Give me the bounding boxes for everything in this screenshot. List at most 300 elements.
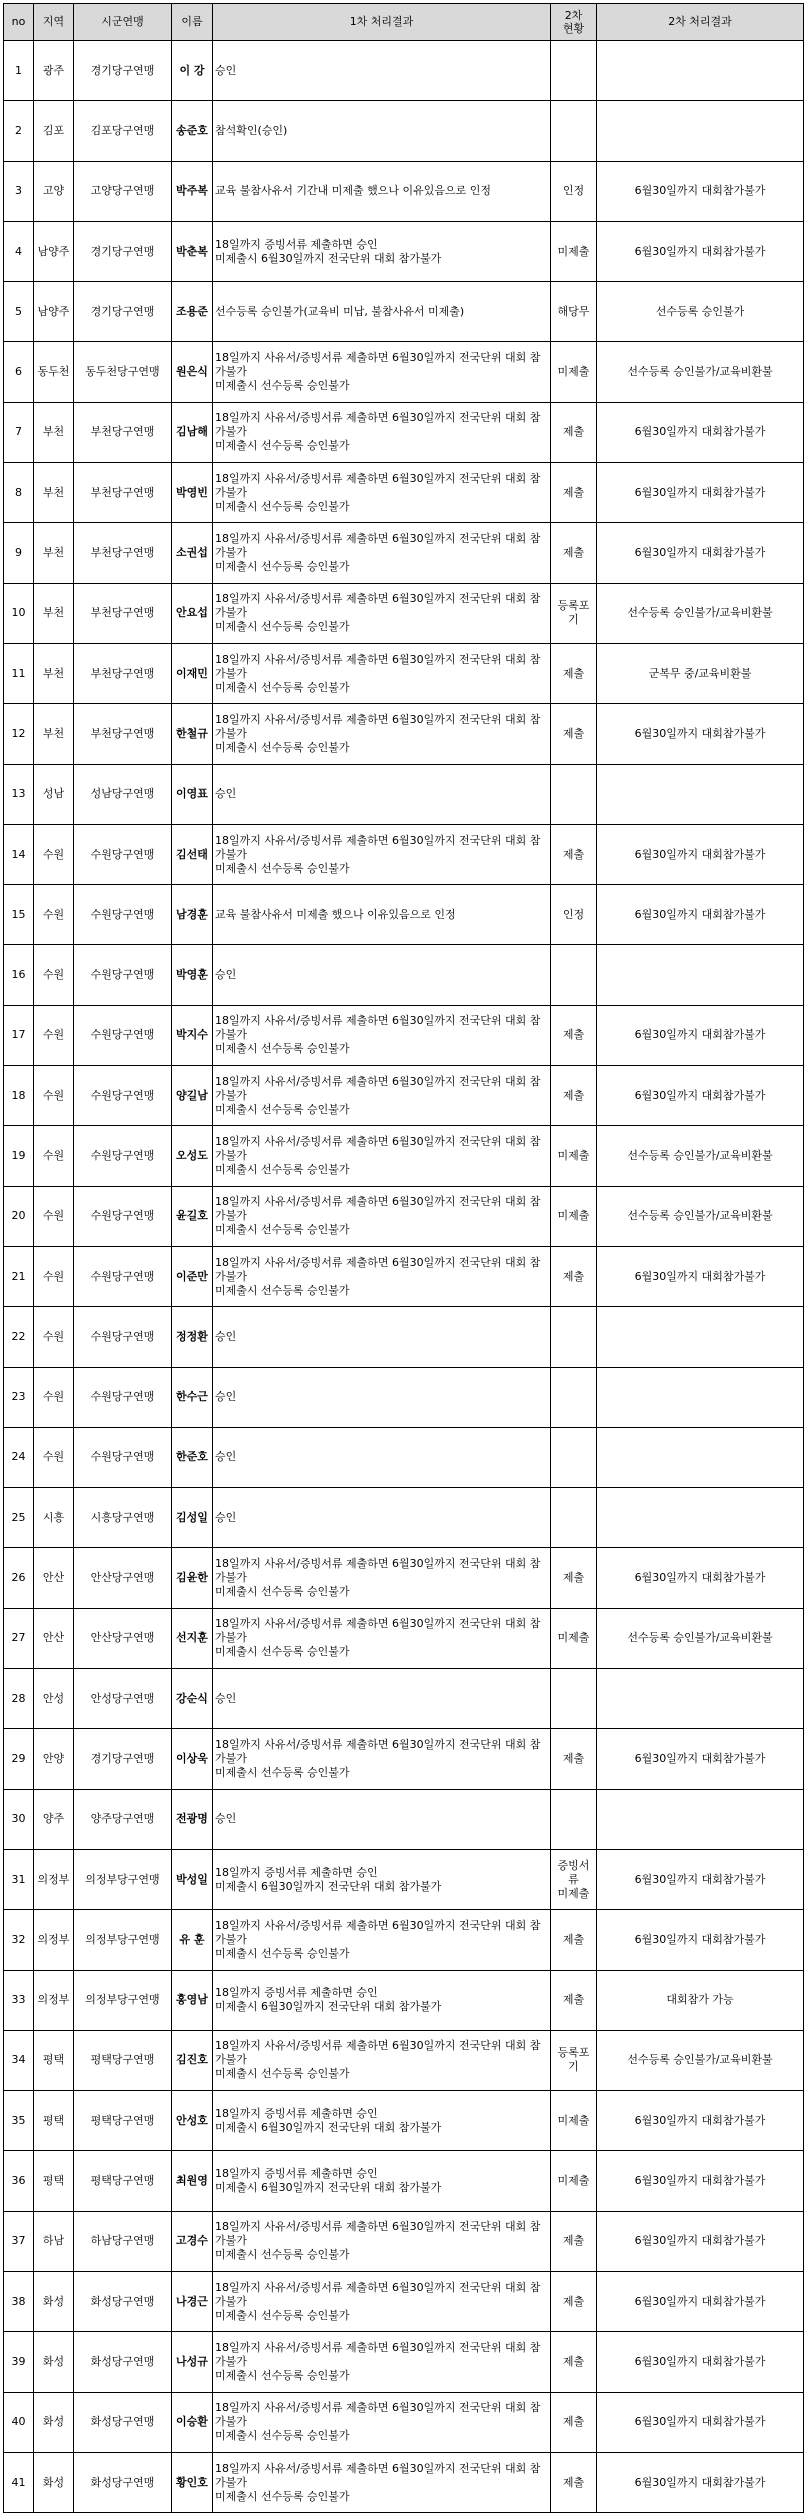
cell-no: 39 (4, 2332, 34, 2392)
table-row (4, 2392, 804, 2452)
cell-status2: 제출 (551, 2332, 597, 2392)
cell-name: 한준호 (172, 1427, 213, 1487)
cell-league: 시흥당구연맹 (74, 1488, 172, 1548)
cell-no: 34 (4, 2030, 34, 2090)
cell-result2 (597, 1488, 804, 1548)
cell-name: 박지수 (172, 1005, 213, 1065)
cell-name: 선지훈 (172, 1608, 213, 1668)
cell-region: 수원 (34, 1367, 74, 1427)
cell-status2: 제출 (551, 2211, 597, 2271)
table-row (4, 945, 804, 1005)
cell-no: 14 (4, 824, 34, 884)
cell-league: 평택당구연맹 (74, 2030, 172, 2090)
cell-region: 안양 (34, 1729, 74, 1789)
table-row (4, 1126, 804, 1186)
cell-result2: 6월30일까지 대회참가불가 (597, 2271, 804, 2331)
cell-league: 부천당구연맹 (74, 523, 172, 583)
cell-result2 (597, 41, 804, 101)
cell-region: 수원 (34, 1427, 74, 1487)
cell-name: 이승환 (172, 2392, 213, 2452)
cell-name: 나경근 (172, 2271, 213, 2331)
cell-status2: 미제출 (551, 1126, 597, 1186)
cell-result1: 교육 불참사유서 기간내 미제출 했으나 이유있음으로 인정 (213, 161, 551, 221)
cell-region: 성남 (34, 764, 74, 824)
cell-name: 이준만 (172, 1246, 213, 1306)
cell-result2: 6월30일까지 대회참가불가 (597, 2091, 804, 2151)
cell-region: 수원 (34, 1126, 74, 1186)
cell-status2: 제출 (551, 402, 597, 462)
cell-name: 강순식 (172, 1669, 213, 1729)
cell-result2 (597, 945, 804, 1005)
cell-result1: 승인 (213, 1789, 551, 1849)
cell-league: 의정부당구연맹 (74, 1849, 172, 1909)
cell-region: 안산 (34, 1548, 74, 1608)
table-row (4, 1488, 804, 1548)
cell-region: 김포 (34, 101, 74, 161)
cell-status2 (551, 1367, 597, 1427)
cell-league: 수원당구연맹 (74, 1186, 172, 1246)
cell-result1: 18일까지 사유서/증빙서류 제출하면 6월30일까지 전국단위 대회 참가불가 미제출시 선수등록 승인불가 (213, 2452, 551, 2512)
cell-result2 (597, 1307, 804, 1367)
cell-result2: 6월30일까지 대회참가불가 (597, 2452, 804, 2512)
cell-result1: 18일까지 사유서/증빙서류 제출하면 6월30일까지 전국단위 대회 참가불가 미제출시 선수등록 승인불가 (213, 2392, 551, 2452)
cell-no: 2 (4, 101, 34, 161)
cell-status2: 제출 (551, 2452, 597, 2512)
cell-result2: 6월30일까지 대회참가불가 (597, 704, 804, 764)
cell-region: 안성 (34, 1669, 74, 1729)
cell-no: 17 (4, 1005, 34, 1065)
cell-result2: 6월30일까지 대회참가불가 (597, 161, 804, 221)
cell-status2 (551, 1789, 597, 1849)
cell-status2: 미제출 (551, 2151, 597, 2211)
cell-league: 수원당구연맹 (74, 1126, 172, 1186)
cell-name: 한수근 (172, 1367, 213, 1427)
cell-result2 (597, 1367, 804, 1427)
table-row (4, 1970, 804, 2030)
cell-region: 화성 (34, 2452, 74, 2512)
cell-result1: 18일까지 증빙서류 제출하면 승인 미제출시 6월30일까지 전국단위 대회 참가불가 (213, 2151, 551, 2211)
cell-result2 (597, 1427, 804, 1487)
cell-region: 수원 (34, 1066, 74, 1126)
table-row (4, 1427, 804, 1487)
cell-result1: 18일까지 증빙서류 제출하면 승인 미제출시 6월30일까지 전국단위 대회 참가불가 (213, 1849, 551, 1909)
cell-no: 16 (4, 945, 34, 1005)
table-row (4, 1548, 804, 1608)
cell-league: 의정부당구연맹 (74, 1910, 172, 1970)
cell-name: 김성일 (172, 1488, 213, 1548)
table-row (4, 1910, 804, 1970)
cell-status2 (551, 764, 597, 824)
cell-league: 고양당구연맹 (74, 161, 172, 221)
table-row (4, 1307, 804, 1367)
table-row (4, 2271, 804, 2331)
cell-result1: 참석확인(승인) (213, 101, 551, 161)
cell-result2: 6월30일까지 대회참가불가 (597, 1066, 804, 1126)
table-row (4, 824, 804, 884)
cell-result2: 6월30일까지 대회참가불가 (597, 221, 804, 281)
cell-status2: 제출 (551, 1910, 597, 1970)
cell-no: 5 (4, 282, 34, 342)
cell-name: 남경훈 (172, 885, 213, 945)
cell-status2: 제출 (551, 824, 597, 884)
header-result2: 2차 처리결과 (597, 4, 804, 41)
cell-league: 양주당구연맹 (74, 1789, 172, 1849)
cell-status2: 제출 (551, 1246, 597, 1306)
table-row (4, 764, 804, 824)
cell-result1: 18일까지 증빙서류 제출하면 승인 미제출시 6월30일까지 전국단위 대회 참가불가 (213, 1970, 551, 2030)
cell-status2: 제출 (551, 523, 597, 583)
cell-region: 광주 (34, 41, 74, 101)
cell-result2 (597, 764, 804, 824)
cell-no: 25 (4, 1488, 34, 1548)
cell-result1: 18일까지 사유서/증빙서류 제출하면 6월30일까지 전국단위 대회 참가불가 미제출시 선수등록 승인불가 (213, 824, 551, 884)
cell-league: 수원당구연맹 (74, 1307, 172, 1367)
cell-region: 화성 (34, 2332, 74, 2392)
cell-no: 35 (4, 2091, 34, 2151)
cell-region: 의정부 (34, 1970, 74, 2030)
cell-name: 고경수 (172, 2211, 213, 2271)
cell-status2: 제출 (551, 1548, 597, 1608)
cell-result2: 6월30일까지 대회참가불가 (597, 1548, 804, 1608)
cell-result1: 승인 (213, 1307, 551, 1367)
cell-league: 부천당구연맹 (74, 463, 172, 523)
cell-no: 37 (4, 2211, 34, 2271)
cell-result2: 선수등록 승인불가/교육비환불 (597, 342, 804, 402)
table-row (4, 342, 804, 402)
table-row (4, 221, 804, 281)
cell-result2: 6월30일까지 대회참가불가 (597, 2332, 804, 2392)
cell-region: 평택 (34, 2091, 74, 2151)
table-row (4, 1066, 804, 1126)
cell-name: 안성호 (172, 2091, 213, 2151)
cell-no: 31 (4, 1849, 34, 1909)
cell-name: 원은식 (172, 342, 213, 402)
cell-result2: 대회참가 가능 (597, 1970, 804, 2030)
cell-result2 (597, 101, 804, 161)
cell-region: 화성 (34, 2271, 74, 2331)
cell-no: 1 (4, 41, 34, 101)
table-row (4, 2091, 804, 2151)
table-row (4, 643, 804, 703)
cell-status2: 미제출 (551, 342, 597, 402)
cell-region: 부천 (34, 463, 74, 523)
cell-region: 의정부 (34, 1849, 74, 1909)
cell-league: 화성당구연맹 (74, 2271, 172, 2331)
cell-result2: 6월30일까지 대회참가불가 (597, 2392, 804, 2452)
cell-result1: 승인 (213, 1488, 551, 1548)
cell-status2 (551, 1669, 597, 1729)
cell-name: 나성규 (172, 2332, 213, 2392)
cell-no: 30 (4, 1789, 34, 1849)
cell-name: 오성도 (172, 1126, 213, 1186)
cell-result2: 6월30일까지 대회참가불가 (597, 824, 804, 884)
cell-result2: 6월30일까지 대회참가불가 (597, 2211, 804, 2271)
cell-league: 부천당구연맹 (74, 643, 172, 703)
cell-league: 부천당구연맹 (74, 402, 172, 462)
cell-league: 성남당구연맹 (74, 764, 172, 824)
cell-league: 수원당구연맹 (74, 885, 172, 945)
cell-region: 남양주 (34, 221, 74, 281)
cell-league: 수원당구연맹 (74, 1005, 172, 1065)
cell-no: 15 (4, 885, 34, 945)
table-row (4, 2452, 804, 2512)
cell-no: 29 (4, 1729, 34, 1789)
cell-result2: 6월30일까지 대회참가불가 (597, 885, 804, 945)
cell-status2: 제출 (551, 1970, 597, 2030)
cell-result2: 6월30일까지 대회참가불가 (597, 1005, 804, 1065)
cell-result1: 18일까지 사유서/증빙서류 제출하면 6월30일까지 전국단위 대회 참가불가 미제출시 선수등록 승인불가 (213, 1608, 551, 1668)
cell-name: 이상욱 (172, 1729, 213, 1789)
table-row (4, 161, 804, 221)
cell-name: 이영표 (172, 764, 213, 824)
cell-region: 평택 (34, 2030, 74, 2090)
cell-no: 19 (4, 1126, 34, 1186)
cell-region: 고양 (34, 161, 74, 221)
cell-status2: 제출 (551, 643, 597, 703)
cell-region: 부천 (34, 523, 74, 583)
cell-result1: 18일까지 사유서/증빙서류 제출하면 6월30일까지 전국단위 대회 참가불가 미제출시 선수등록 승인불가 (213, 2271, 551, 2331)
table-body (4, 41, 804, 2513)
cell-result2: 6월30일까지 대회참가불가 (597, 1246, 804, 1306)
cell-region: 화성 (34, 2392, 74, 2452)
cell-status2 (551, 1307, 597, 1367)
cell-league: 수원당구연맹 (74, 1427, 172, 1487)
cell-result2: 6월30일까지 대회참가불가 (597, 1910, 804, 1970)
cell-league: 경기당구연맹 (74, 282, 172, 342)
table-row (4, 583, 804, 643)
cell-no: 3 (4, 161, 34, 221)
cell-result1: 18일까지 사유서/증빙서류 제출하면 6월30일까지 전국단위 대회 참가불가 미제출시 선수등록 승인불가 (213, 463, 551, 523)
results-table (3, 3, 804, 2513)
cell-status2 (551, 41, 597, 101)
cell-name: 황인호 (172, 2452, 213, 2512)
table-row (4, 1849, 804, 1909)
cell-result2: 6월30일까지 대회참가불가 (597, 463, 804, 523)
cell-name: 박춘복 (172, 221, 213, 281)
cell-result1: 18일까지 사유서/증빙서류 제출하면 6월30일까지 전국단위 대회 참가불가 미제출시 선수등록 승인불가 (213, 1729, 551, 1789)
cell-no: 6 (4, 342, 34, 402)
cell-result1: 승인 (213, 1669, 551, 1729)
cell-region: 수원 (34, 1246, 74, 1306)
cell-status2 (551, 101, 597, 161)
cell-no: 12 (4, 704, 34, 764)
cell-no: 9 (4, 523, 34, 583)
cell-league: 안성당구연맹 (74, 1669, 172, 1729)
cell-no: 8 (4, 463, 34, 523)
cell-result1: 승인 (213, 1427, 551, 1487)
cell-league: 경기당구연맹 (74, 41, 172, 101)
cell-no: 24 (4, 1427, 34, 1487)
cell-region: 안산 (34, 1608, 74, 1668)
cell-region: 부천 (34, 643, 74, 703)
table-row (4, 282, 804, 342)
cell-status2: 미제출 (551, 1608, 597, 1668)
cell-no: 40 (4, 2392, 34, 2452)
cell-name: 전광명 (172, 1789, 213, 1849)
table-row (4, 2332, 804, 2392)
cell-status2: 제출 (551, 2392, 597, 2452)
cell-status2: 미제출 (551, 1186, 597, 1246)
cell-name: 안요섭 (172, 583, 213, 643)
cell-result1: 선수등록 승인불가(교육비 미납, 불참사유서 미제출) (213, 282, 551, 342)
results-sheet (3, 3, 803, 2513)
table-row (4, 1186, 804, 1246)
cell-region: 양주 (34, 1789, 74, 1849)
table-row (4, 2211, 804, 2271)
cell-name: 홍영남 (172, 1970, 213, 2030)
cell-league: 경기당구연맹 (74, 221, 172, 281)
header-status2: 2차 현황 (551, 4, 597, 41)
cell-status2: 증빙서류 미제출 (551, 1849, 597, 1909)
cell-no: 27 (4, 1608, 34, 1668)
cell-status2: 제출 (551, 2271, 597, 2331)
table-row (4, 1669, 804, 1729)
table-row (4, 1246, 804, 1306)
cell-result1: 18일까지 사유서/증빙서류 제출하면 6월30일까지 전국단위 대회 참가불가 미제출시 선수등록 승인불가 (213, 643, 551, 703)
cell-status2 (551, 945, 597, 1005)
cell-status2: 인정 (551, 161, 597, 221)
cell-no: 4 (4, 221, 34, 281)
cell-league: 경기당구연맹 (74, 1729, 172, 1789)
cell-no: 33 (4, 1970, 34, 2030)
cell-name: 김선태 (172, 824, 213, 884)
cell-league: 수원당구연맹 (74, 824, 172, 884)
table-row (4, 704, 804, 764)
cell-status2: 등록포기 (551, 2030, 597, 2090)
cell-result1: 18일까지 사유서/증빙서류 제출하면 6월30일까지 전국단위 대회 참가불가 미제출시 선수등록 승인불가 (213, 402, 551, 462)
cell-league: 화성당구연맹 (74, 2392, 172, 2452)
cell-region: 부천 (34, 402, 74, 462)
cell-result2: 6월30일까지 대회참가불가 (597, 523, 804, 583)
cell-name: 이 강 (172, 41, 213, 101)
cell-status2: 미제출 (551, 221, 597, 281)
table-row (4, 41, 804, 101)
cell-region: 하남 (34, 2211, 74, 2271)
header-row (4, 4, 804, 41)
cell-result1: 18일까지 사유서/증빙서류 제출하면 6월30일까지 전국단위 대회 참가불가 미제출시 선수등록 승인불가 (213, 523, 551, 583)
cell-result2: 6월30일까지 대회참가불가 (597, 1729, 804, 1789)
cell-region: 평택 (34, 2151, 74, 2211)
cell-result1: 18일까지 사유서/증빙서류 제출하면 6월30일까지 전국단위 대회 참가불가 미제출시 선수등록 승인불가 (213, 1186, 551, 1246)
cell-result2: 선수등록 승인불가 (597, 282, 804, 342)
cell-status2 (551, 1427, 597, 1487)
cell-no: 7 (4, 402, 34, 462)
cell-result2: 선수등록 승인불가/교육비환불 (597, 1608, 804, 1668)
cell-result2 (597, 1789, 804, 1849)
cell-name: 한철규 (172, 704, 213, 764)
cell-region: 수원 (34, 1307, 74, 1367)
table-row (4, 885, 804, 945)
cell-league: 수원당구연맹 (74, 1066, 172, 1126)
cell-result1: 승인 (213, 764, 551, 824)
cell-name: 윤길호 (172, 1186, 213, 1246)
cell-name: 조용준 (172, 282, 213, 342)
cell-status2: 미제출 (551, 2091, 597, 2151)
cell-name: 양길남 (172, 1066, 213, 1126)
cell-league: 수원당구연맹 (74, 945, 172, 1005)
table-row (4, 523, 804, 583)
cell-no: 22 (4, 1307, 34, 1367)
cell-region: 남양주 (34, 282, 74, 342)
table-row (4, 1608, 804, 1668)
cell-name: 이재민 (172, 643, 213, 703)
cell-status2 (551, 1488, 597, 1548)
cell-status2: 제출 (551, 1005, 597, 1065)
cell-result1: 18일까지 사유서/증빙서류 제출하면 6월30일까지 전국단위 대회 참가불가 미제출시 선수등록 승인불가 (213, 1005, 551, 1065)
cell-no: 26 (4, 1548, 34, 1608)
cell-result1: 18일까지 사유서/증빙서류 제출하면 6월30일까지 전국단위 대회 참가불가 미제출시 선수등록 승인불가 (213, 2332, 551, 2392)
cell-status2: 제출 (551, 463, 597, 523)
cell-no: 11 (4, 643, 34, 703)
cell-no: 18 (4, 1066, 34, 1126)
cell-no: 10 (4, 583, 34, 643)
cell-region: 부천 (34, 583, 74, 643)
cell-name: 박성일 (172, 1849, 213, 1909)
cell-name: 박영빈 (172, 463, 213, 523)
cell-league: 안산당구연맹 (74, 1548, 172, 1608)
cell-result2 (597, 1669, 804, 1729)
cell-name: 김남해 (172, 402, 213, 462)
cell-league: 화성당구연맹 (74, 2332, 172, 2392)
header-result1: 1차 처리결과 (213, 4, 551, 41)
cell-result1: 18일까지 증빙서류 제출하면 승인 미제출시 6월30일까지 전국단위 대회 참가불가 (213, 2091, 551, 2151)
cell-league: 안산당구연맹 (74, 1608, 172, 1668)
cell-region: 부천 (34, 704, 74, 764)
cell-result1: 18일까지 사유서/증빙서류 제출하면 6월30일까지 전국단위 대회 참가불가 미제출시 선수등록 승인불가 (213, 2211, 551, 2271)
cell-region: 동두천 (34, 342, 74, 402)
cell-result1: 교육 불참사유서 미제출 했으나 이유있음으로 인정 (213, 885, 551, 945)
cell-league: 수원당구연맹 (74, 1246, 172, 1306)
table-row (4, 1367, 804, 1427)
cell-no: 28 (4, 1669, 34, 1729)
cell-no: 21 (4, 1246, 34, 1306)
cell-result1: 승인 (213, 1367, 551, 1427)
cell-result1: 18일까지 사유서/증빙서류 제출하면 6월30일까지 전국단위 대회 참가불가 미제출시 선수등록 승인불가 (213, 704, 551, 764)
cell-result1: 18일까지 증빙서류 제출하면 승인 미제출시 6월30일까지 전국단위 대회 참가불가 (213, 221, 551, 281)
cell-result2: 6월30일까지 대회참가불가 (597, 402, 804, 462)
cell-league: 부천당구연맹 (74, 583, 172, 643)
cell-result1: 18일까지 사유서/증빙서류 제출하면 6월30일까지 전국단위 대회 참가불가 미제출시 선수등록 승인불가 (213, 1066, 551, 1126)
cell-region: 수원 (34, 1186, 74, 1246)
cell-name: 유 훈 (172, 1910, 213, 1970)
cell-name: 박영훈 (172, 945, 213, 1005)
cell-result1: 승인 (213, 41, 551, 101)
cell-league: 하남당구연맹 (74, 2211, 172, 2271)
cell-status2: 제출 (551, 704, 597, 764)
cell-result2: 6월30일까지 대회참가불가 (597, 1849, 804, 1909)
cell-no: 38 (4, 2271, 34, 2331)
cell-result2: 6월30일까지 대회참가불가 (597, 2151, 804, 2211)
table-row (4, 1005, 804, 1065)
header-league: 시군연맹 (74, 4, 172, 41)
cell-name: 소권섭 (172, 523, 213, 583)
cell-result1: 18일까지 사유서/증빙서류 제출하면 6월30일까지 전국단위 대회 참가불가 미제출시 선수등록 승인불가 (213, 342, 551, 402)
table-row (4, 1729, 804, 1789)
cell-name: 박주복 (172, 161, 213, 221)
header-region: 지역 (34, 4, 74, 41)
cell-result2: 군복무 중/교육비환불 (597, 643, 804, 703)
cell-result2: 선수등록 승인불가/교육비환불 (597, 1186, 804, 1246)
cell-name: 송준호 (172, 101, 213, 161)
table-row (4, 101, 804, 161)
cell-name: 김진호 (172, 2030, 213, 2090)
table-row (4, 2030, 804, 2090)
cell-name: 최원영 (172, 2151, 213, 2211)
cell-no: 20 (4, 1186, 34, 1246)
table-row (4, 1789, 804, 1849)
cell-status2: 인정 (551, 885, 597, 945)
cell-league: 평택당구연맹 (74, 2151, 172, 2211)
